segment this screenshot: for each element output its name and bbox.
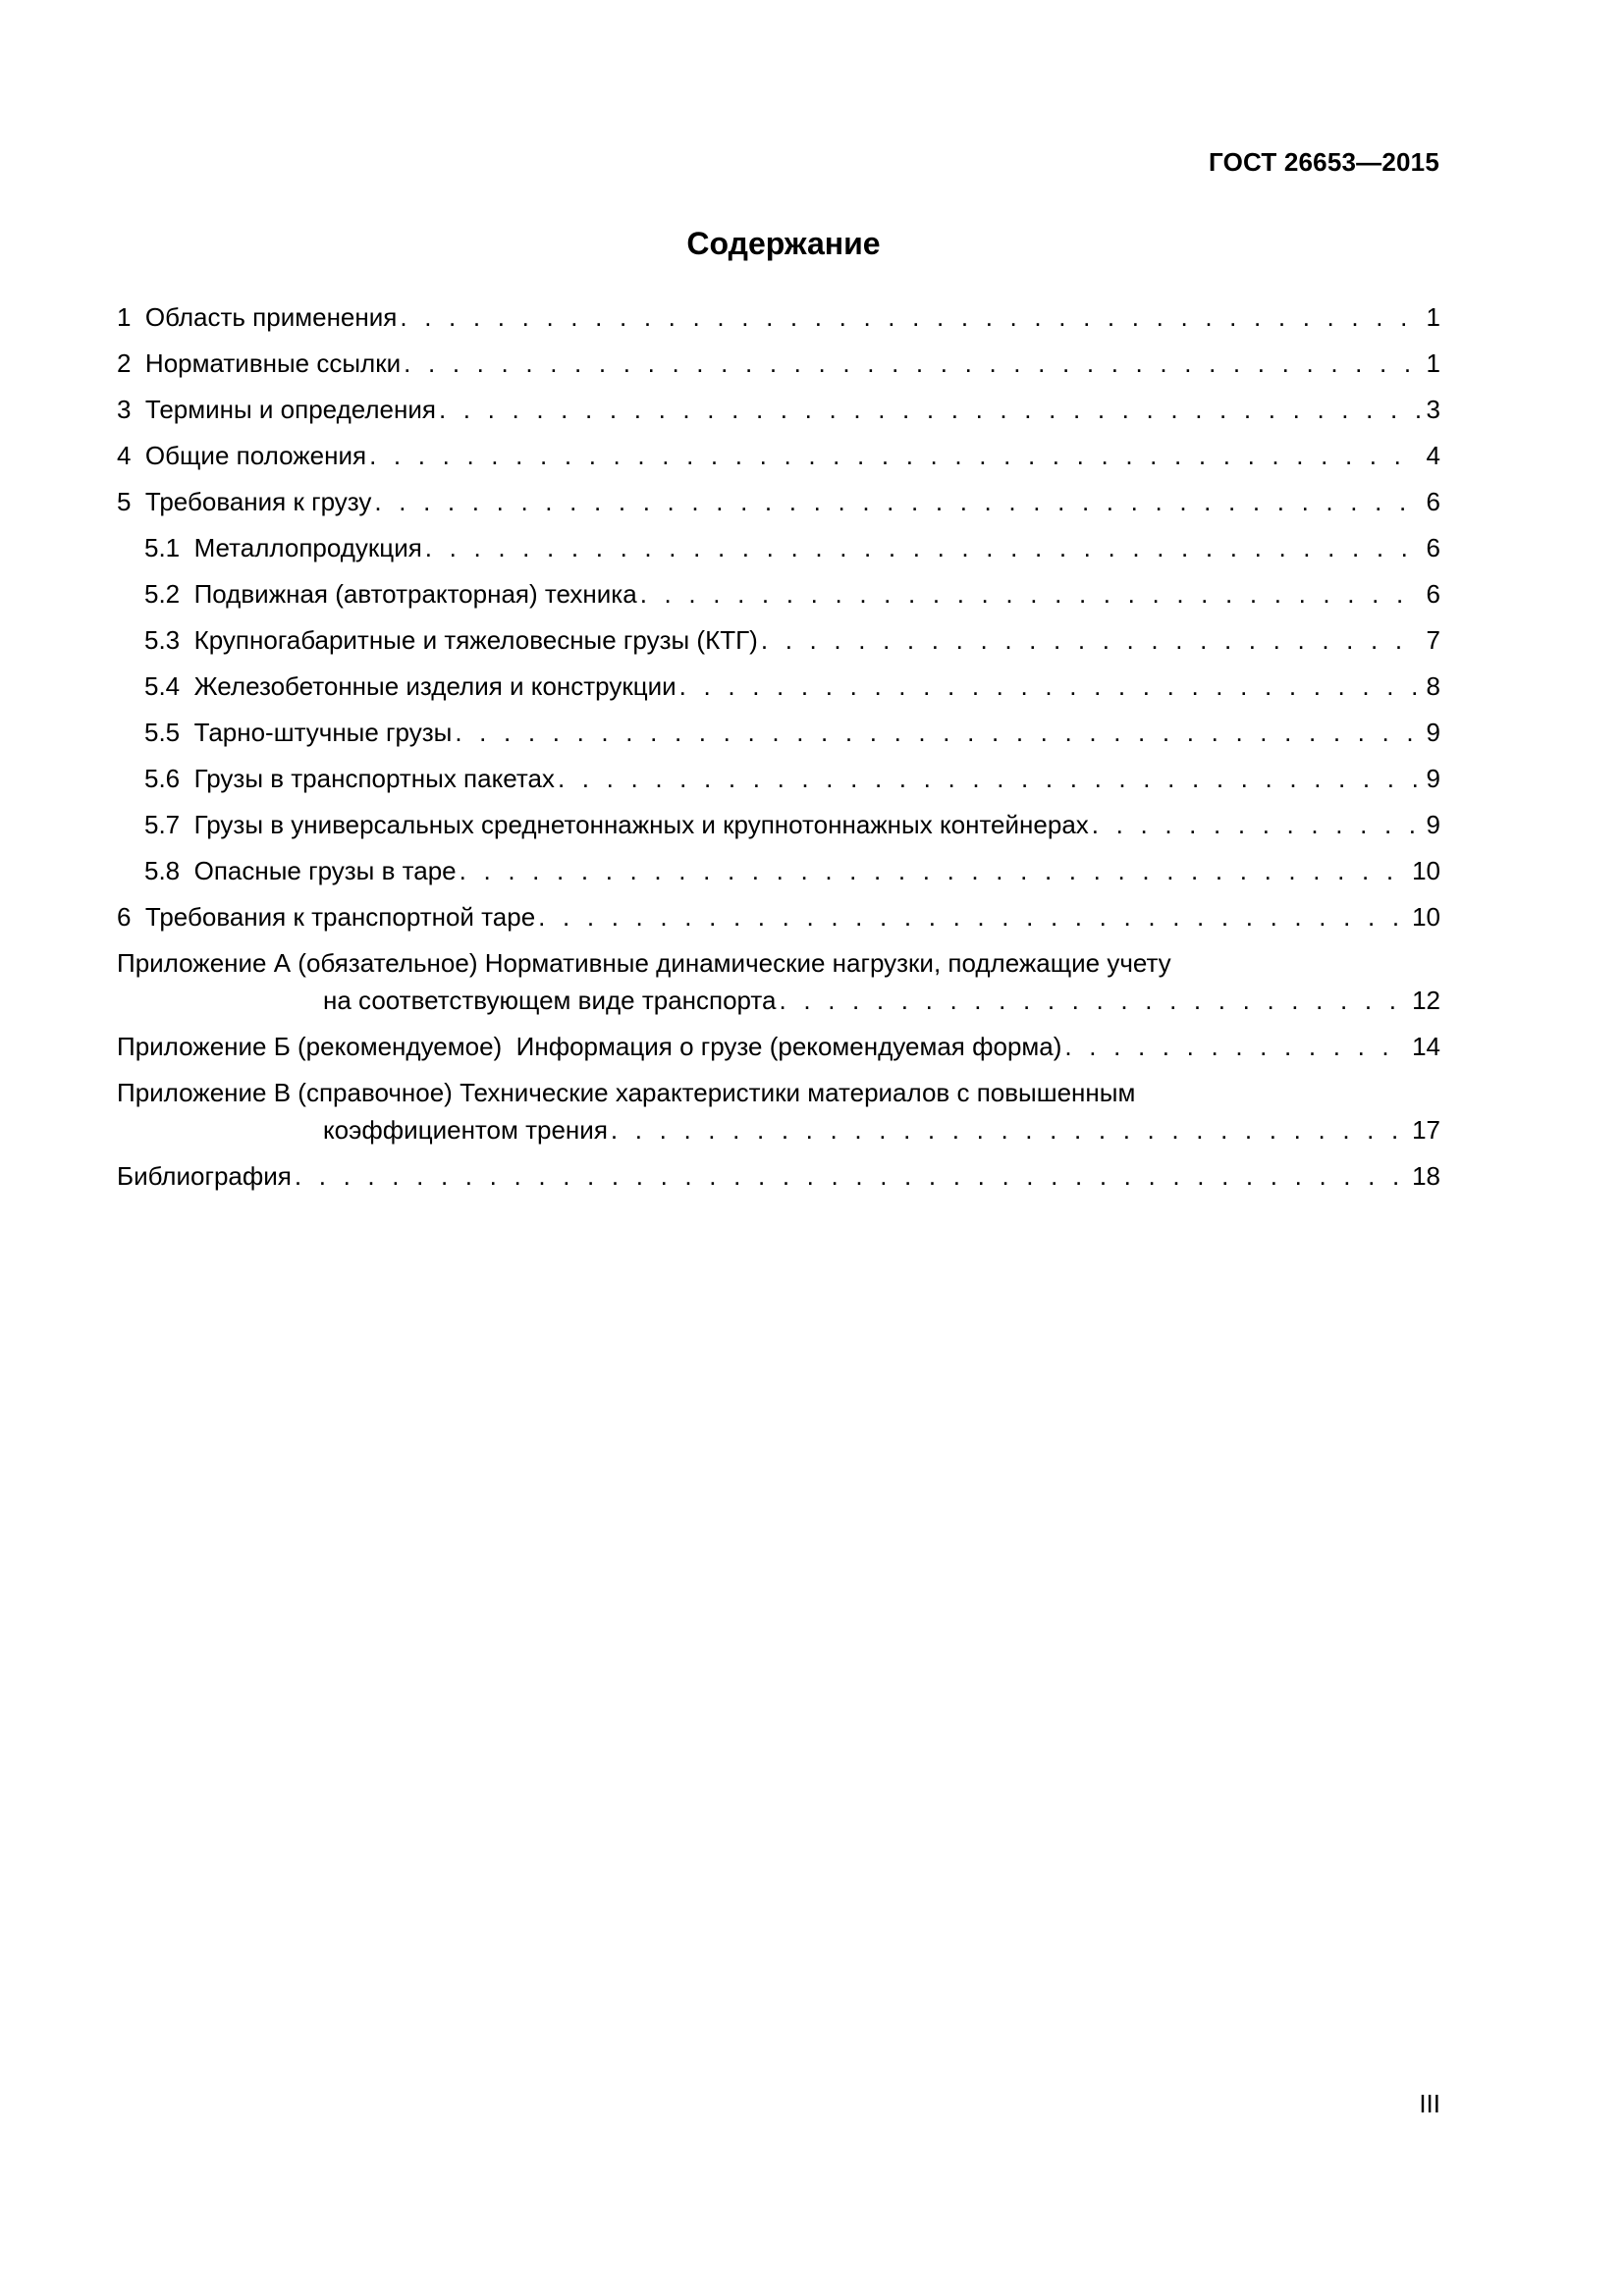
toc-entry-5-4[interactable] [117,667,1440,705]
toc-entry-number: 5 [117,487,132,516]
toc-entry-5-7[interactable] [117,806,1440,843]
toc-entry-number: 2 [117,348,132,378]
toc-title: Содержание [686,226,881,261]
dot-leader [761,621,1420,659]
toc-entry-4[interactable] [117,437,1440,474]
dot-leader [369,437,1420,474]
toc-entry-label: Крупногабаритные и тяжеловесные грузы (КТГ) [193,625,758,655]
dot-leader [404,345,1420,382]
toc-appendix-v[interactable] [117,1074,1440,1148]
toc-entry-number: 5.7 [144,810,181,839]
document-code: ГОСТ 26653—2015 [1209,147,1439,177]
toc-entry-page: 6 [1426,579,1440,609]
dot-leader [679,667,1420,705]
page-number: III [1419,2089,1440,2118]
toc-entry-number: 5.2 [144,579,181,609]
appendix-prefix: Приложение А (обязательное) [117,948,478,978]
toc-entry-number: 5.6 [144,764,181,793]
toc-entry-number: 5.8 [144,856,181,885]
toc-entry-number: 5.5 [144,718,181,747]
appendix-prefix: Приложение Б (рекомендуемое) [117,1032,503,1061]
toc-entry-number: 6 [117,902,132,932]
toc-entry-page: 9 [1426,764,1440,793]
appendix-title-line2: на соответствующем виде транспорта [323,986,777,1015]
toc-entry-page: 6 [1426,487,1440,516]
dot-leader [1092,806,1420,843]
dot-leader [640,575,1420,613]
appendix-title-line1: Информация о грузе (рекомендуемая форма) [515,1032,1062,1061]
toc-entry-label: Общие положения [144,441,367,470]
toc-entry-label: Опасные грузы в таре [193,856,457,885]
toc-entry-page: 7 [1426,625,1440,655]
toc-entry-label: Библиография [117,1161,292,1191]
toc-entry-page: 10 [1412,856,1440,885]
toc-entry-label: Требования к транспортной таре [144,902,536,932]
toc-entry-3[interactable] [117,391,1440,428]
dot-leader [295,1157,1404,1195]
toc-entry-label: Требования к грузу [144,487,372,516]
dot-leader [1064,1028,1404,1065]
toc-entry-page: 9 [1426,810,1440,839]
appendix-title-line1: Технические характеристики материалов с повышенным [460,1078,1136,1107]
toc-entry-label: Грузы в транспортных пакетах [193,764,555,793]
appendix-prefix: Приложение В (справочное) [117,1078,453,1107]
toc-entry-5-8[interactable] [117,852,1440,889]
toc-entry-page: 3 [1426,395,1440,424]
dot-leader [439,391,1420,428]
toc-entry-page: 14 [1412,1032,1440,1061]
dot-leader [558,760,1420,797]
toc-entry-5-6[interactable] [117,760,1440,797]
toc-entry-1[interactable] [117,298,1440,336]
dot-leader [611,1111,1404,1148]
toc-entry-page: 8 [1426,671,1440,701]
toc-entry-page: 1 [1426,348,1440,378]
dot-leader [455,714,1420,751]
toc-entry-number: 4 [117,441,132,470]
dot-leader [780,982,1404,1019]
toc-entry-label: Тарно-штучные грузы [193,718,453,747]
toc-entry-page: 18 [1412,1161,1440,1191]
toc-entry-label: Металлопродукция [193,533,422,562]
toc-entry-5[interactable] [117,483,1440,520]
dot-leader [374,483,1420,520]
toc-entry-label: Область применения [144,302,398,332]
toc-entry-page: 9 [1426,718,1440,747]
toc-entry-page: 1 [1426,302,1440,332]
toc-entry-label: Подвижная (автотракторная) техника [193,579,637,609]
toc-entry-page: 4 [1426,441,1440,470]
toc-entry-label: Нормативные ссылки [144,348,402,378]
dot-leader [425,529,1420,566]
toc-entry-label: Железобетонные изделия и конструкции [193,671,677,701]
toc-appendix-a[interactable] [117,944,1440,1019]
toc-appendix-b[interactable] [117,1028,1440,1065]
toc-entry-page: 17 [1412,1115,1440,1145]
appendix-title-line1: Нормативные динамические нагрузки, подлежащие учету [484,948,1171,978]
toc-entry-5-5[interactable] [117,714,1440,751]
toc-bibliography[interactable] [117,1157,1440,1195]
dot-leader [538,898,1404,935]
toc-entry-2[interactable] [117,345,1440,382]
table-of-contents [117,298,1440,1203]
toc-entry-5-1[interactable] [117,529,1440,566]
toc-entry-label: Грузы в универсальных среднетоннажных и крупнотоннажных контейнерах [193,810,1089,839]
toc-entry-number: 5.4 [144,671,181,701]
toc-entry-number: 1 [117,302,132,332]
toc-entry-number: 5.1 [144,533,181,562]
toc-entry-6[interactable] [117,898,1440,935]
toc-entry-number: 3 [117,395,132,424]
toc-entry-page: 6 [1426,533,1440,562]
appendix-title-line2: коэффициентом трения [323,1115,608,1145]
dot-leader [460,852,1404,889]
toc-entry-page: 10 [1412,902,1440,932]
toc-entry-5-2[interactable] [117,575,1440,613]
toc-entry-number: 5.3 [144,625,181,655]
toc-entry-label: Термины и определения [144,395,436,424]
toc-entry-5-3[interactable] [117,621,1440,659]
dot-leader [400,298,1420,336]
toc-entry-page: 12 [1412,986,1440,1015]
